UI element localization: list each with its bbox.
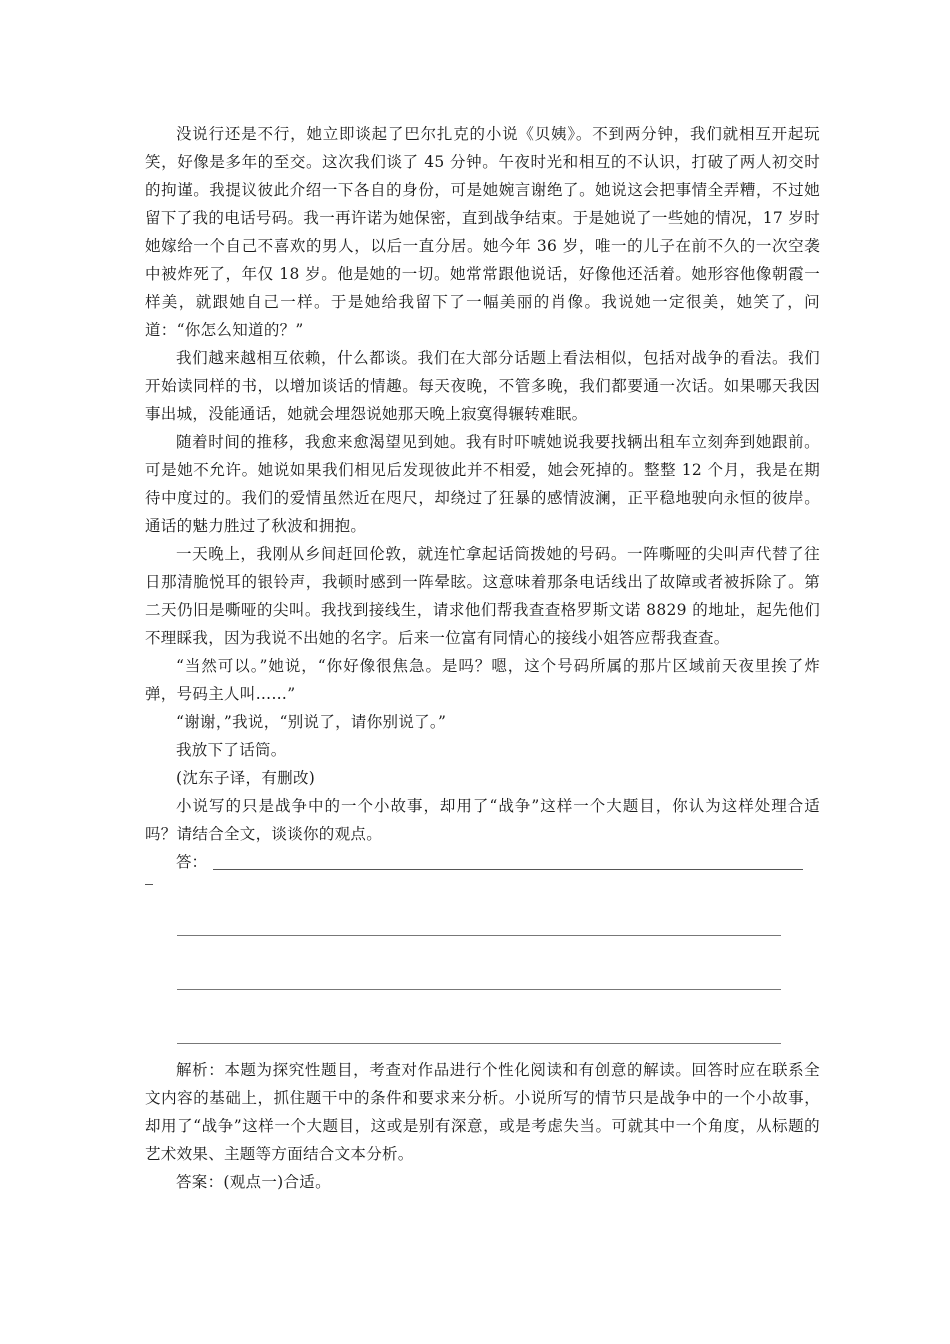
question-text: 小说写的只是战争中的一个小故事，却用了“战争”这样一个大题目，你认为这样处理合适吗？请结合全文，谈谈你的观点。: [145, 797, 820, 843]
story-paragraph-4: 一天晚上，我刚从乡间赶回伦敦，就连忙拿起话筒拨她的号码。一阵嘶哑的尖叫声代替了往日那清脆悦耳的银铃声，我顿时感到一阵晕眩。这意味着那条电话线出了故障或者被拆除了。第二天仍旧是嘶哑的尖叫。我找到接线生，请求他们帮我查查格罗斯文诺 8829 的地址，起先他们不理睬我，因为我说不出她的名字。后来一位富有同情心的接线小姐答应帮我查查。: [145, 545, 820, 647]
answer-label: 答：: [176, 853, 208, 871]
document-body: [145, 120, 820, 1196]
dialogue-narrator: “谢谢，”我说，“别说了，请你别说了。”: [176, 713, 447, 731]
answer-row: [145, 848, 820, 876]
answer-line-tail: [145, 884, 153, 885]
answer-blank-line[interactable]: [213, 869, 803, 870]
answer-paragraph: 答案：(观点一)合适。: [176, 1173, 331, 1191]
story-ending: 我放下了话筒。: [176, 741, 287, 759]
story-paragraph-2: 我们越来越相互依赖，什么都谈。我们在大部分话题上看法相似，包括对战争的看法。我们开始读同样的书，以增加谈话的情趣。每天夜晚，不管多晚，我们都要通一次话。如果哪天我因事出城，没能通话，她就会埋怨说她那天晚上寂寞得辗转难眠。: [145, 349, 820, 423]
dialogue-operator: “当然可以。”她说，“你好像很焦急。是吗？嗯，这个号码所属的那片区域前天夜里挨了炸弹，号码主人叫……”: [145, 657, 820, 703]
answer-blank-line-3[interactable]: [177, 989, 781, 990]
answer-blank-line-2[interactable]: [177, 935, 781, 936]
answer-blank-line-4[interactable]: [177, 1043, 781, 1044]
story-paragraph-1: 没说行还是不行，她立即谈起了巴尔扎克的小说《贝姨》。不到两分钟，我们就相互开起玩笑，好像是多年的至交。这次我们谈了 45 分钟。午夜时光和相互的不认识，打破了两人初交时的拘谨。我提议彼此介绍一下各自的身份，可是她婉言谢绝了。她说这会把事情全弄糟，不过她留下了我的电话号码。我一再许诺为她保密，直到战争结束。于是她说了一些她的情况，17 岁时她嫁给一个自己不喜欢的男人，以后一直分居。她今年 36 岁，唯一的儿子在前不久的一次空袭中被炸死了，年仅 18 岁。他是她的一切。她常常跟他说话，好像他还活着。她形容他像朝霞一样美，就跟她自己一样。于是她给我留下了一幅美丽的肖像。我说她一定很美，她笑了，问道：“你怎么知道的？”: [145, 125, 820, 339]
translator-credit: (沈东子译，有删改): [176, 769, 316, 787]
story-paragraph-3: 随着时间的推移，我愈来愈渴望见到她。我有时吓唬她说我要找辆出租车立刻奔到她跟前。可是她不允许。她说如果我们相见后发现彼此并不相爱，她会死掉的。整整 12 个月，我是在期待中度过的。我们的爱情虽然近在咫尺，却绕过了狂暴的感情波澜，正平稳地驶向永恒的彼岸。通话的魅力胜过了秋波和拥抱。: [145, 433, 820, 535]
analysis-paragraph: 解析：本题为探究性题目，考查对作品进行个性化阅读和有创意的解读。回答时应在联系全文内容的基础上，抓住题干中的条件和要求来分析。小说所写的情节只是战争中的一个小故事，却用了“战争”这样一个大题目，这或是别有深意，或是考虑失当。可就其中一个角度，从标题的艺术效果、主题等方面结合文本分析。: [145, 1061, 820, 1163]
